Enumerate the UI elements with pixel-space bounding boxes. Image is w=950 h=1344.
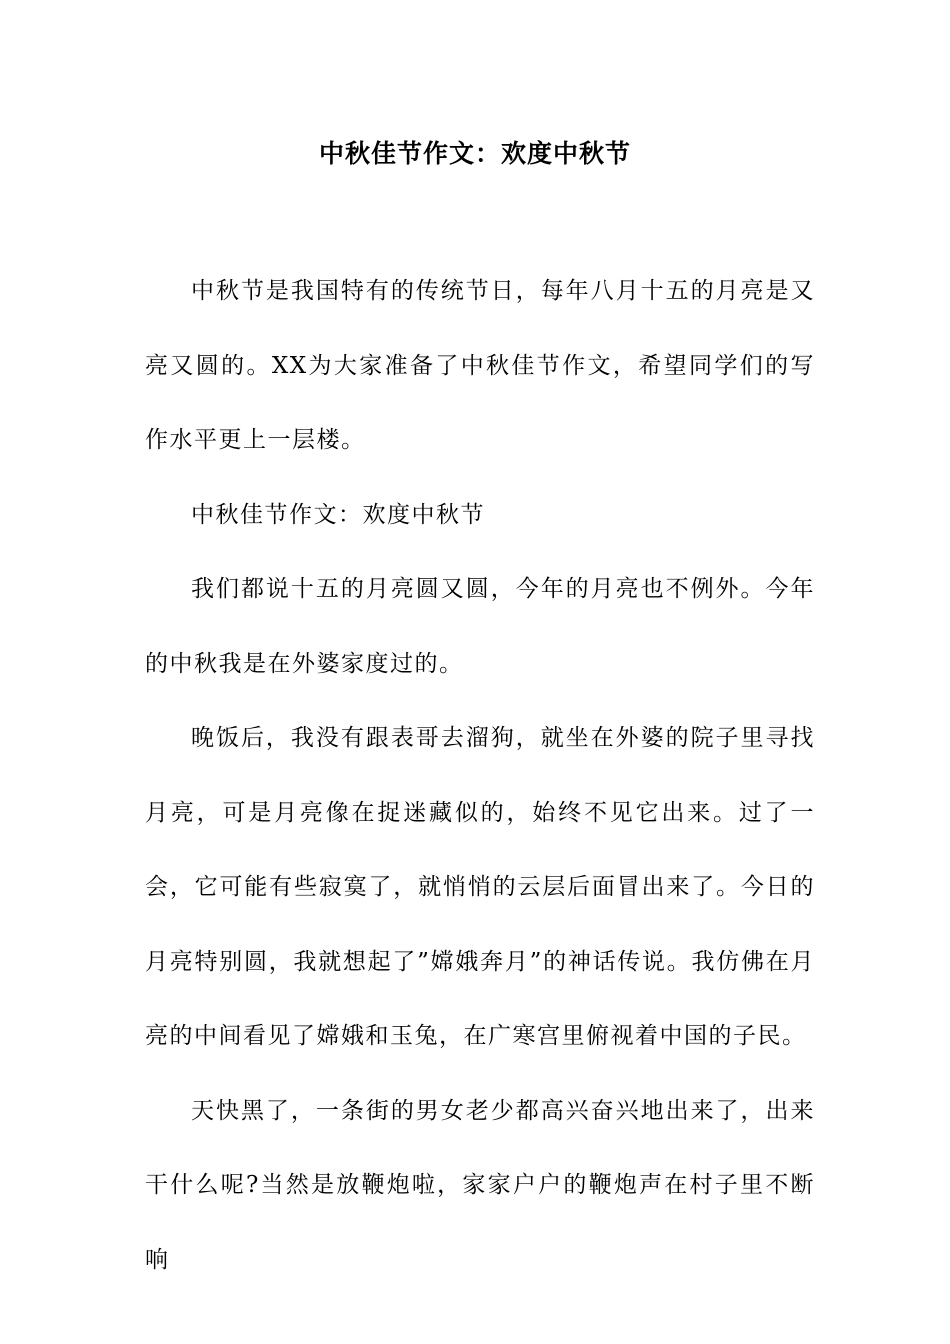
- paragraph-subtitle: 中秋佳节作文：欢度中秋节: [191, 501, 485, 528]
- document-title: 中秋佳节作文：欢度中秋节: [318, 139, 631, 168]
- paragraph-intro: 中秋节是我国特有的传统节日，每年八月十五的月亮是又亮又圆的。XX为大家准备了中秋佳节作文，希望同学们的写作水平更上一层楼。: [145, 278, 815, 453]
- paragraph-evening: 晚饭后，我没有跟表哥去溜狗，就坐在外婆的院子里寻找月亮，可是月亮像在捉迷藏似的，始终不见它出来。过了一会，它可能有些寂寞了，就悄悄的云层后面冒出来了。今日的月亮特别圆，我就想起了”嫦娥奔月”的神话传说。我仿佛在月亮的中间看见了嫦娥和玉兔，在广寒宫里俯视着中国的子民。: [145, 725, 815, 1049]
- paragraph-firecrackers: 天快黑了，一条街的男女老少都高兴奋兴地出来了，出来干什么呢?当然是放鞭炮啦，家家户户的鞭炮声在村子里不断响: [145, 1097, 815, 1273]
- paragraph-moon: 我们都说十五的月亮圆又圆，今年的月亮也不例外。今年的中秋我是在外婆家度过的。: [145, 576, 815, 677]
- document-body: [145, 254, 815, 1297]
